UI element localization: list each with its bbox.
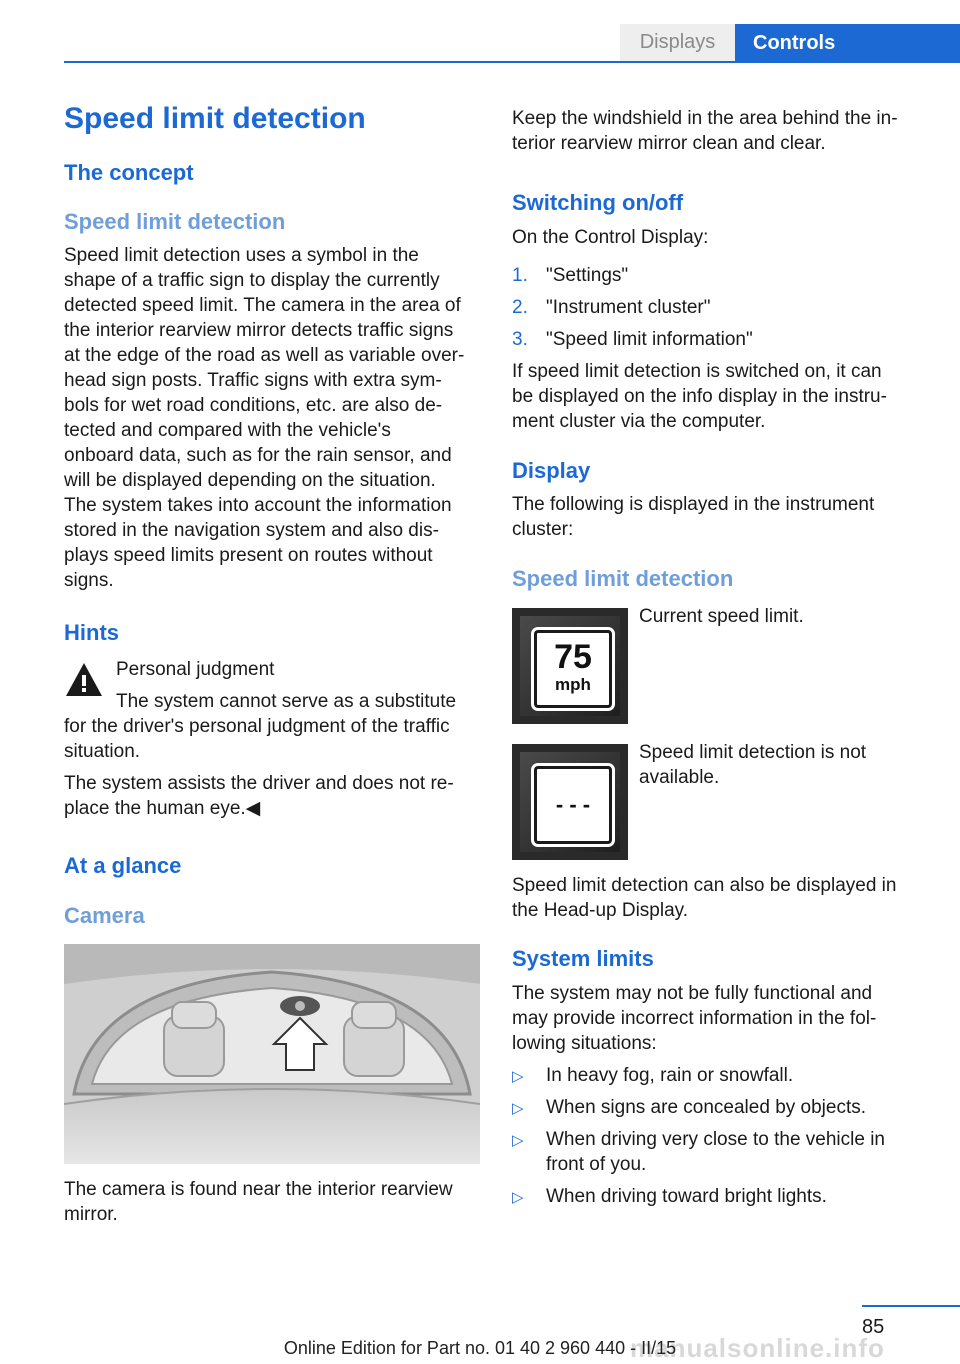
camera-caption: mirror.	[64, 1204, 118, 1225]
display-paragraph: The following is displayed in the instrument cluster:	[512, 494, 875, 540]
sign-caption: Current speed limit.	[639, 606, 804, 627]
hint-line: place the human eye.◀	[64, 798, 261, 819]
concept-subheading: Speed limit detection	[64, 209, 286, 234]
list-item: 1. "Settings"	[512, 265, 629, 286]
warning-triangle-icon	[64, 660, 104, 700]
header-rule	[64, 61, 960, 63]
watermark: manualsonline.info	[630, 1333, 885, 1363]
hints-heading: Hints	[64, 620, 119, 645]
edition-footer: Online Edition for Part no. 01 40 2 960 440 - II/15	[283, 1338, 677, 1358]
list-item: ▷ When driving very close to the vehicle in front of you.	[512, 1129, 885, 1175]
switching-heading: Switching on/off	[512, 190, 684, 215]
sign-value: 75	[554, 638, 592, 676]
hint-title: Personal judgment	[116, 659, 275, 680]
bullet-triangle-icon: ▷	[512, 1132, 524, 1149]
tab-displays[interactable]: Displays	[620, 24, 735, 61]
bullet-triangle-icon: ▷	[512, 1189, 524, 1206]
list-item: 2. "Instrument cluster"	[512, 297, 711, 318]
list-item: 3. "Speed limit information"	[512, 329, 753, 350]
sign-unit: mph	[555, 675, 591, 694]
display-heading: Display	[512, 458, 591, 483]
tab-controls[interactable]: Controls	[735, 24, 960, 63]
footer-rule	[862, 1305, 960, 1307]
switching-intro: On the Control Display:	[512, 227, 709, 248]
traffic-sign	[534, 766, 612, 844]
concept-paragraph: Speed limit detection uses a symbol in the shape of a traffic sign to display the currently detected speed limit. The camera in the area of the interior rearview mirror detects traffic signs at the edge of the road as well as variable over‐ head sign posts. Traffic signs with extra sym‐ bols for wet road conditions, etc. are also de‐ tected and compared with the vehicle's onboard data, such as for the rain sensor, and will be displayed depending on the situation. The system takes into account the information stored in the navigation system and also dis‐ plays speed limits present on routes without signs.	[64, 245, 465, 591]
traffic-sign	[534, 630, 612, 708]
list-item: ▷ When driving toward bright lights.	[512, 1184, 932, 1216]
page-number: 85	[862, 1316, 885, 1338]
camera-caption: The camera is found near the interior rearview	[64, 1179, 453, 1200]
keep-clean-text: terior rearview mirror clean and clear.	[512, 133, 826, 154]
display-subheading: Speed limit detection	[512, 566, 734, 591]
bullet-triangle-icon: ▷	[512, 1068, 524, 1085]
limits-list	[512, 1063, 932, 1216]
sign-caption: Speed limit detection is not	[639, 742, 867, 763]
switching-paragraph: If speed limit detection is switched on, it can be displayed on the info display in the instru‐ ment cluster via the computer.	[512, 361, 887, 432]
sign-value: - - -	[555, 792, 591, 817]
steps-list	[512, 263, 932, 359]
unavailable-sign-image	[512, 744, 628, 860]
speed-limit-sign-image	[512, 608, 628, 724]
sign-caption: available.	[639, 767, 720, 788]
concept-heading: The concept	[64, 160, 194, 185]
glance-heading: At a glance	[64, 853, 182, 878]
hint-line: for the driver's personal judgment of the traffic	[64, 716, 450, 737]
bullet-triangle-icon: ▷	[512, 1100, 524, 1117]
list-item: ▷ In heavy fog, rain or snowfall.	[512, 1063, 932, 1095]
list-item: ▷ When signs are concealed by objects.	[512, 1095, 932, 1127]
hint-line: The system assists the driver and does not re‐	[64, 773, 454, 794]
page-title: Speed limit detection	[64, 102, 366, 135]
hint-line: situation.	[64, 741, 141, 762]
hint-line: The system cannot serve as a substitute	[116, 691, 457, 712]
keep-clean-text: Keep the windshield in the area behind the in‐	[512, 108, 898, 129]
hud-paragraph: Speed limit detection can also be displayed in the Head-up Display.	[512, 875, 897, 921]
camera-heading: Camera	[64, 903, 145, 928]
limits-heading: System limits	[512, 946, 654, 971]
camera-illustration	[64, 944, 480, 1164]
limits-paragraph: The system may not be fully functional and may provide incorrect information in the fol‐ lowing situations:	[512, 983, 877, 1054]
